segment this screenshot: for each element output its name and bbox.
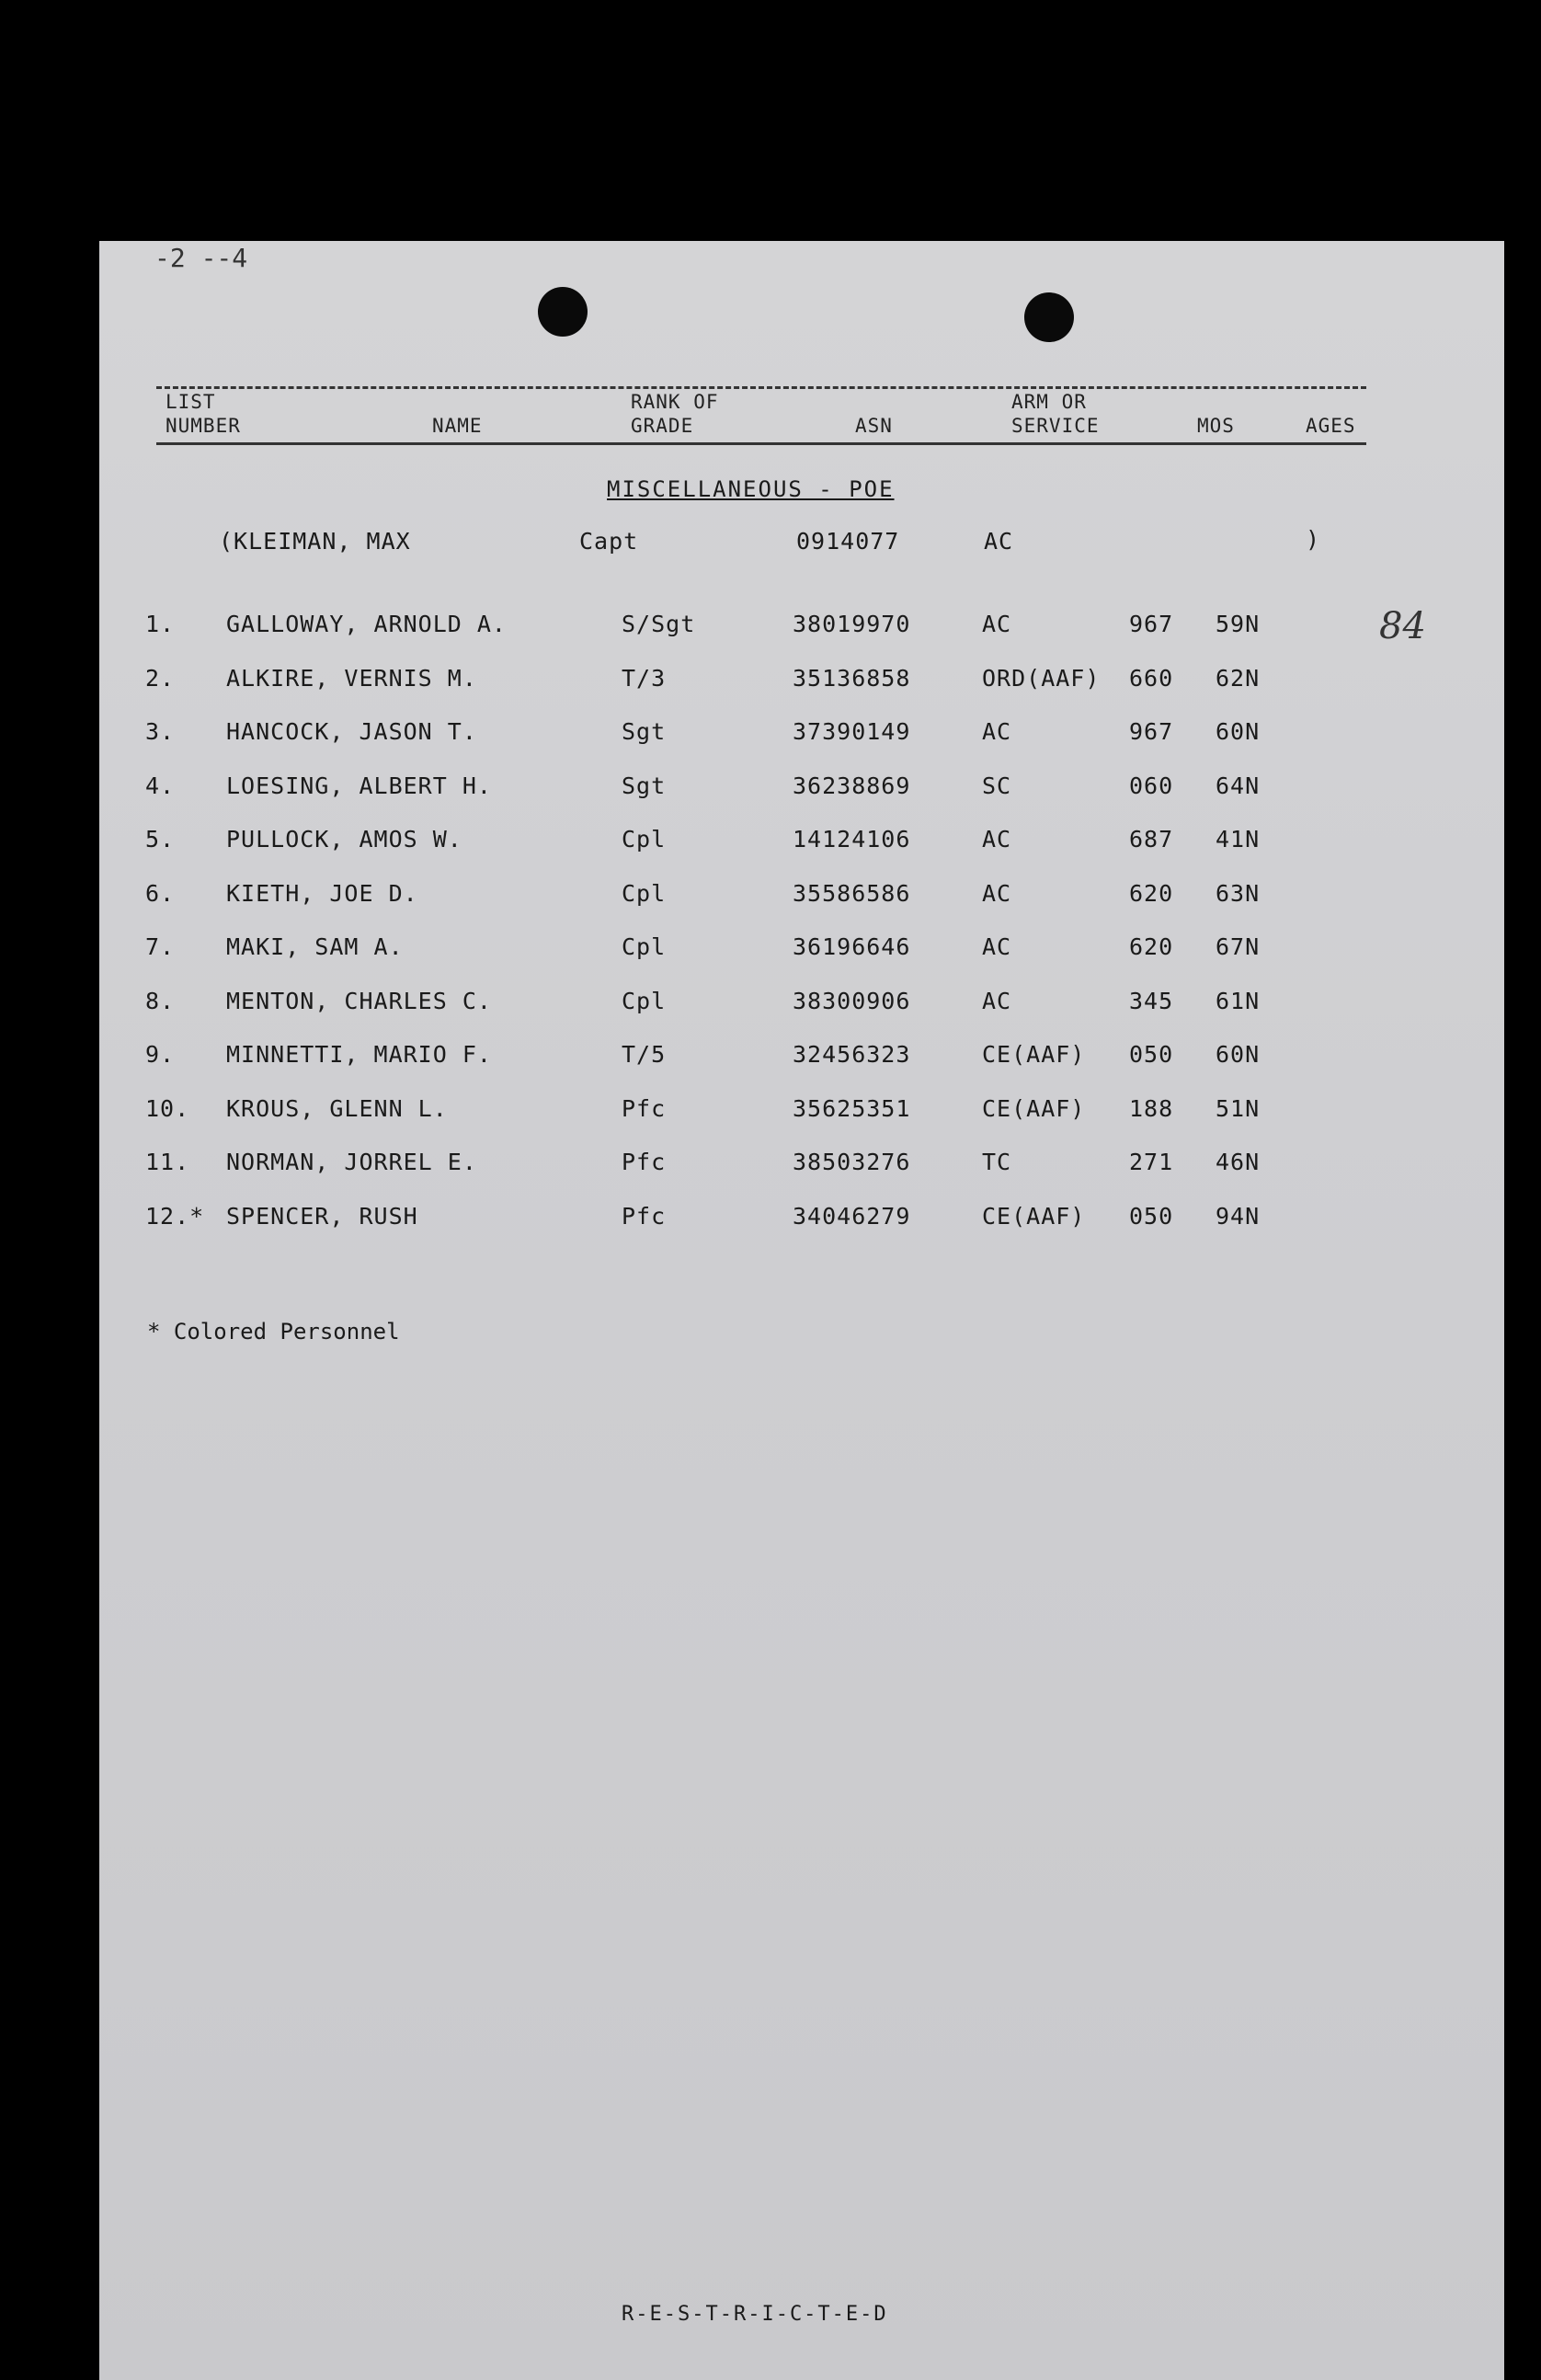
- footnote: * Colored Personnel: [147, 1319, 400, 1344]
- row-ages: 61N: [1216, 987, 1261, 1014]
- header-mos: MOS: [1197, 415, 1235, 437]
- top-left-mark: -2 --4: [154, 243, 248, 273]
- officer-arm: AC: [984, 528, 1014, 555]
- row-name: LOESING, ALBERT H.: [226, 772, 492, 799]
- row-arm: TC: [982, 1149, 1012, 1175]
- row-ages: 59N: [1216, 611, 1261, 637]
- officer-asn: 0914077: [796, 528, 900, 555]
- header-list: LIST: [166, 391, 216, 413]
- row-name: KROUS, GLENN L.: [226, 1094, 448, 1122]
- row-mos: 620: [1129, 933, 1174, 960]
- header-grade: GRADE: [631, 415, 694, 437]
- row-rank: Pfc: [622, 1202, 667, 1230]
- row-arm: AC: [982, 826, 1012, 852]
- row-rank: Sgt: [622, 718, 667, 745]
- row-asn: 38300906: [793, 987, 911, 1014]
- row-arm: SC: [982, 772, 1012, 799]
- row-name: GALLOWAY, ARNOLD A.: [226, 611, 507, 637]
- header-ages: AGES: [1306, 415, 1356, 437]
- row-mos: 271: [1129, 1149, 1174, 1175]
- header-name: NAME: [432, 415, 483, 437]
- row-ages: 62N: [1216, 664, 1261, 692]
- row-rank: S/Sgt: [622, 611, 696, 637]
- row-name: NORMAN, JORREL E.: [226, 1149, 477, 1175]
- row-mos: 050: [1129, 1041, 1174, 1068]
- row-ages: 63N: [1216, 879, 1261, 907]
- row-asn: 35586586: [793, 879, 911, 907]
- row-rank: Cpl: [622, 933, 667, 960]
- row-mos: 050: [1129, 1202, 1174, 1230]
- row-ages: 94N: [1216, 1202, 1261, 1230]
- document-page: [99, 241, 1504, 2380]
- row-rank: Pfc: [622, 1094, 667, 1122]
- row-number: 1.: [145, 611, 176, 637]
- row-arm: AC: [982, 933, 1012, 960]
- row-number: 3.: [145, 718, 176, 745]
- officer-name: (KLEIMAN, MAX: [219, 528, 411, 555]
- officer-rank: Capt: [579, 528, 639, 555]
- officer-close-paren: ): [1306, 526, 1321, 553]
- row-number: 5.: [145, 826, 176, 852]
- row-arm: CE(AAF): [982, 1202, 1086, 1230]
- row-ages: 41N: [1216, 826, 1261, 852]
- row-name: MINNETTI, MARIO F.: [226, 1041, 492, 1068]
- row-ages: 51N: [1216, 1094, 1261, 1122]
- row-mos: 345: [1129, 987, 1174, 1014]
- row-number: 12.*: [145, 1202, 205, 1230]
- row-ages: 64N: [1216, 772, 1261, 799]
- row-mos: 188: [1129, 1094, 1174, 1122]
- row-arm: AC: [982, 987, 1012, 1014]
- row-mos: 660: [1129, 664, 1174, 692]
- row-number: 9.: [145, 1041, 176, 1068]
- row-ages: 67N: [1216, 933, 1261, 960]
- row-name: MAKI, SAM A.: [226, 933, 404, 960]
- row-ages: 46N: [1216, 1149, 1261, 1175]
- row-mos: 967: [1129, 718, 1174, 745]
- row-ages: 60N: [1216, 1041, 1261, 1068]
- row-number: 11.: [145, 1149, 190, 1175]
- row-arm: AC: [982, 611, 1012, 637]
- row-rank: Cpl: [622, 879, 667, 907]
- row-asn: 34046279: [793, 1202, 911, 1230]
- header-number: NUMBER: [166, 415, 241, 437]
- header-rank-of: RANK OF: [631, 391, 719, 413]
- row-number: 4.: [145, 772, 176, 799]
- row-asn: 36196646: [793, 933, 911, 960]
- row-mos: 060: [1129, 772, 1174, 799]
- row-name: ALKIRE, VERNIS M.: [226, 664, 477, 692]
- row-rank: Sgt: [622, 772, 667, 799]
- punch-hole-left: [538, 287, 588, 337]
- row-number: 7.: [145, 933, 176, 960]
- page-number: 84: [1379, 605, 1426, 647]
- row-arm: AC: [982, 718, 1012, 745]
- row-ages: 60N: [1216, 718, 1261, 745]
- table-header: [156, 386, 1366, 445]
- row-name: KIETH, JOE D.: [226, 879, 418, 907]
- row-name: SPENCER, RUSH: [226, 1202, 418, 1230]
- row-arm: CE(AAF): [982, 1041, 1086, 1068]
- row-number: 10.: [145, 1094, 190, 1122]
- row-mos: 967: [1129, 611, 1174, 637]
- row-number: 8.: [145, 987, 176, 1014]
- row-number: 6.: [145, 879, 176, 907]
- header-arm-or: ARM OR: [1011, 391, 1087, 413]
- row-arm: AC: [982, 879, 1012, 907]
- row-name: PULLOCK, AMOS W.: [226, 826, 462, 852]
- row-rank: Cpl: [622, 987, 667, 1014]
- row-arm: ORD(AAF): [982, 664, 1101, 692]
- row-name: HANCOCK, JASON T.: [226, 718, 477, 745]
- row-asn: 38503276: [793, 1149, 911, 1175]
- row-rank: Cpl: [622, 826, 667, 852]
- header-service: SERVICE: [1011, 415, 1100, 437]
- header-asn: ASN: [855, 415, 893, 437]
- row-mos: 687: [1129, 826, 1174, 852]
- row-asn: 38019970: [793, 611, 911, 637]
- row-rank: Pfc: [622, 1149, 667, 1175]
- row-asn: 32456323: [793, 1041, 911, 1068]
- row-mos: 620: [1129, 879, 1174, 907]
- row-asn: 35136858: [793, 664, 911, 692]
- punch-hole-right: [1024, 292, 1074, 342]
- row-asn: 35625351: [793, 1094, 911, 1122]
- row-asn: 14124106: [793, 826, 911, 852]
- row-asn: 36238869: [793, 772, 911, 799]
- row-rank: T/5: [622, 1041, 667, 1068]
- section-title: MISCELLANEOUS - POE: [607, 476, 895, 502]
- row-name: MENTON, CHARLES C.: [226, 987, 492, 1014]
- row-arm: CE(AAF): [982, 1094, 1086, 1122]
- restricted-footer: R-E-S-T-R-I-C-T-E-D: [622, 2303, 888, 2326]
- row-number: 2.: [145, 664, 176, 692]
- row-asn: 37390149: [793, 718, 911, 745]
- row-rank: T/3: [622, 664, 667, 692]
